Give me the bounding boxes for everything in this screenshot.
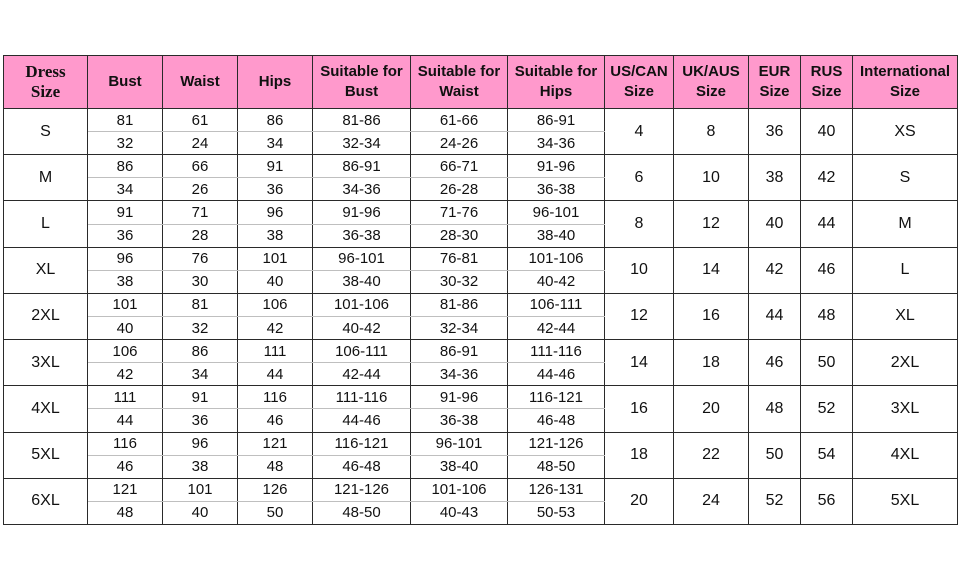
dress-size-cell: 4XL <box>4 386 88 432</box>
suitable-waist-inch-cell: 38-40 <box>411 455 508 478</box>
dress-size-cell: XL <box>4 247 88 293</box>
eur-size-cell: 50 <box>749 432 801 478</box>
suitable-waist-inch-cell: 34-36 <box>411 363 508 386</box>
table-row <box>4 386 958 409</box>
suitable-waist-inch-cell: 28-30 <box>411 224 508 247</box>
table-row <box>4 155 958 178</box>
uk-aus-size-cell: 8 <box>674 109 749 155</box>
waist-cm-cell: 101 <box>163 478 238 501</box>
table-row <box>4 109 958 132</box>
eur-size-cell: 48 <box>749 386 801 432</box>
suitable-hips-inch-cell: 36-38 <box>508 178 605 201</box>
us-can-size-cell: 14 <box>605 340 674 386</box>
international-size-cell: M <box>853 201 958 247</box>
bust-inch-cell: 32 <box>88 132 163 155</box>
waist-cm-cell: 66 <box>163 155 238 178</box>
table-row <box>4 432 958 455</box>
international-size-cell: 3XL <box>853 386 958 432</box>
eur-size-cell: 38 <box>749 155 801 201</box>
suitable-hips-cm-cell: 121-126 <box>508 432 605 455</box>
hips-cm-cell: 116 <box>238 386 313 409</box>
header-row <box>4 56 958 109</box>
suitable-waist-cm-cell: 81-86 <box>411 293 508 316</box>
eur-size-cell: 42 <box>749 247 801 293</box>
hips-inch-cell: 50 <box>238 501 313 524</box>
waist-inch-cell: 26 <box>163 178 238 201</box>
hips-cm-cell: 91 <box>238 155 313 178</box>
suitable-hips-inch-cell: 48-50 <box>508 455 605 478</box>
hips-inch-cell: 42 <box>238 316 313 339</box>
header-bust: Bust <box>88 56 163 109</box>
suitable-waist-cm-cell: 61-66 <box>411 109 508 132</box>
suitable-bust-cm-cell: 96-101 <box>313 247 411 270</box>
suitable-hips-cm-cell: 86-91 <box>508 109 605 132</box>
rus-size-cell: 52 <box>801 386 853 432</box>
suitable-hips-cm-cell: 101-106 <box>508 247 605 270</box>
suitable-hips-cm-cell: 96-101 <box>508 201 605 224</box>
suitable-waist-inch-cell: 36-38 <box>411 409 508 432</box>
suitable-bust-inch-cell: 38-40 <box>313 270 411 293</box>
suitable-waist-cm-cell: 66-71 <box>411 155 508 178</box>
rus-size-cell: 40 <box>801 109 853 155</box>
waist-inch-cell: 32 <box>163 316 238 339</box>
bust-cm-cell: 121 <box>88 478 163 501</box>
international-size-cell: XS <box>853 109 958 155</box>
eur-size-cell: 52 <box>749 478 801 524</box>
table-row <box>4 478 958 501</box>
bust-inch-cell: 40 <box>88 316 163 339</box>
header-waist: Waist <box>163 56 238 109</box>
header-hips: Hips <box>238 56 313 109</box>
hips-inch-cell: 44 <box>238 363 313 386</box>
header-eur-size: EUR Size <box>749 56 801 109</box>
bust-cm-cell: 81 <box>88 109 163 132</box>
header-international-size: International Size <box>853 56 958 109</box>
suitable-hips-cm-cell: 91-96 <box>508 155 605 178</box>
us-can-size-cell: 8 <box>605 201 674 247</box>
waist-cm-cell: 76 <box>163 247 238 270</box>
uk-aus-size-cell: 10 <box>674 155 749 201</box>
international-size-cell: L <box>853 247 958 293</box>
suitable-hips-cm-cell: 116-121 <box>508 386 605 409</box>
dress-size-cell: L <box>4 201 88 247</box>
uk-aus-size-cell: 12 <box>674 201 749 247</box>
suitable-hips-cm-cell: 126-131 <box>508 478 605 501</box>
uk-aus-size-cell: 14 <box>674 247 749 293</box>
suitable-waist-cm-cell: 76-81 <box>411 247 508 270</box>
us-can-size-cell: 16 <box>605 386 674 432</box>
waist-inch-cell: 30 <box>163 270 238 293</box>
waist-inch-cell: 28 <box>163 224 238 247</box>
table-body <box>4 109 958 525</box>
rus-size-cell: 42 <box>801 155 853 201</box>
waist-cm-cell: 81 <box>163 293 238 316</box>
suitable-waist-inch-cell: 30-32 <box>411 270 508 293</box>
eur-size-cell: 36 <box>749 109 801 155</box>
bust-cm-cell: 86 <box>88 155 163 178</box>
suitable-bust-inch-cell: 46-48 <box>313 455 411 478</box>
bust-cm-cell: 116 <box>88 432 163 455</box>
suitable-waist-cm-cell: 71-76 <box>411 201 508 224</box>
header-dress-size: Dress Size <box>4 56 88 109</box>
us-can-size-cell: 18 <box>605 432 674 478</box>
hips-inch-cell: 38 <box>238 224 313 247</box>
header-rus-size: RUS Size <box>801 56 853 109</box>
suitable-hips-inch-cell: 34-36 <box>508 132 605 155</box>
us-can-size-cell: 4 <box>605 109 674 155</box>
dress-size-cell: 2XL <box>4 293 88 339</box>
suitable-bust-cm-cell: 106-111 <box>313 340 411 363</box>
waist-cm-cell: 91 <box>163 386 238 409</box>
suitable-bust-cm-cell: 81-86 <box>313 109 411 132</box>
dress-size-cell: S <box>4 109 88 155</box>
rus-size-cell: 44 <box>801 201 853 247</box>
bust-inch-cell: 36 <box>88 224 163 247</box>
suitable-bust-cm-cell: 101-106 <box>313 293 411 316</box>
suitable-bust-cm-cell: 86-91 <box>313 155 411 178</box>
uk-aus-size-cell: 20 <box>674 386 749 432</box>
bust-inch-cell: 46 <box>88 455 163 478</box>
hips-inch-cell: 46 <box>238 409 313 432</box>
suitable-bust-inch-cell: 48-50 <box>313 501 411 524</box>
suitable-bust-cm-cell: 91-96 <box>313 201 411 224</box>
suitable-hips-inch-cell: 46-48 <box>508 409 605 432</box>
international-size-cell: XL <box>853 293 958 339</box>
hips-inch-cell: 40 <box>238 270 313 293</box>
suitable-waist-inch-cell: 24-26 <box>411 132 508 155</box>
rus-size-cell: 46 <box>801 247 853 293</box>
suitable-waist-cm-cell: 96-101 <box>411 432 508 455</box>
bust-cm-cell: 106 <box>88 340 163 363</box>
hips-inch-cell: 36 <box>238 178 313 201</box>
hips-cm-cell: 101 <box>238 247 313 270</box>
waist-inch-cell: 36 <box>163 409 238 432</box>
bust-inch-cell: 42 <box>88 363 163 386</box>
suitable-bust-inch-cell: 36-38 <box>313 224 411 247</box>
uk-aus-size-cell: 24 <box>674 478 749 524</box>
rus-size-cell: 50 <box>801 340 853 386</box>
waist-cm-cell: 71 <box>163 201 238 224</box>
suitable-bust-cm-cell: 116-121 <box>313 432 411 455</box>
hips-cm-cell: 121 <box>238 432 313 455</box>
suitable-waist-inch-cell: 26-28 <box>411 178 508 201</box>
suitable-bust-inch-cell: 44-46 <box>313 409 411 432</box>
suitable-bust-cm-cell: 121-126 <box>313 478 411 501</box>
waist-inch-cell: 34 <box>163 363 238 386</box>
table-row <box>4 247 958 270</box>
hips-cm-cell: 111 <box>238 340 313 363</box>
bust-inch-cell: 48 <box>88 501 163 524</box>
suitable-hips-inch-cell: 44-46 <box>508 363 605 386</box>
hips-inch-cell: 48 <box>238 455 313 478</box>
uk-aus-size-cell: 22 <box>674 432 749 478</box>
eur-size-cell: 44 <box>749 293 801 339</box>
dress-size-cell: 3XL <box>4 340 88 386</box>
waist-inch-cell: 24 <box>163 132 238 155</box>
hips-inch-cell: 34 <box>238 132 313 155</box>
bust-cm-cell: 96 <box>88 247 163 270</box>
suitable-waist-cm-cell: 86-91 <box>411 340 508 363</box>
suitable-hips-inch-cell: 40-42 <box>508 270 605 293</box>
suitable-hips-cm-cell: 111-116 <box>508 340 605 363</box>
international-size-cell: S <box>853 155 958 201</box>
size-chart-table <box>3 55 958 525</box>
header-uk-aus-size: UK/AUS Size <box>674 56 749 109</box>
suitable-hips-inch-cell: 38-40 <box>508 224 605 247</box>
dress-size-cell: M <box>4 155 88 201</box>
suitable-bust-inch-cell: 32-34 <box>313 132 411 155</box>
header-suitable-hips: Suitable for Hips <box>508 56 605 109</box>
bust-cm-cell: 91 <box>88 201 163 224</box>
us-can-size-cell: 12 <box>605 293 674 339</box>
suitable-waist-inch-cell: 40-43 <box>411 501 508 524</box>
bust-inch-cell: 38 <box>88 270 163 293</box>
suitable-hips-inch-cell: 42-44 <box>508 316 605 339</box>
waist-inch-cell: 38 <box>163 455 238 478</box>
waist-cm-cell: 61 <box>163 109 238 132</box>
hips-cm-cell: 86 <box>238 109 313 132</box>
suitable-bust-inch-cell: 42-44 <box>313 363 411 386</box>
suitable-waist-cm-cell: 101-106 <box>411 478 508 501</box>
waist-cm-cell: 86 <box>163 340 238 363</box>
international-size-cell: 4XL <box>853 432 958 478</box>
uk-aus-size-cell: 18 <box>674 340 749 386</box>
uk-aus-size-cell: 16 <box>674 293 749 339</box>
hips-cm-cell: 106 <box>238 293 313 316</box>
bust-cm-cell: 111 <box>88 386 163 409</box>
suitable-hips-inch-cell: 50-53 <box>508 501 605 524</box>
us-can-size-cell: 20 <box>605 478 674 524</box>
suitable-bust-inch-cell: 34-36 <box>313 178 411 201</box>
dress-size-cell: 5XL <box>4 432 88 478</box>
rus-size-cell: 56 <box>801 478 853 524</box>
bust-cm-cell: 101 <box>88 293 163 316</box>
rus-size-cell: 54 <box>801 432 853 478</box>
bust-inch-cell: 34 <box>88 178 163 201</box>
eur-size-cell: 46 <box>749 340 801 386</box>
waist-inch-cell: 40 <box>163 501 238 524</box>
header-us-can-size: US/CAN Size <box>605 56 674 109</box>
international-size-cell: 2XL <box>853 340 958 386</box>
table-row <box>4 340 958 363</box>
suitable-bust-cm-cell: 111-116 <box>313 386 411 409</box>
header-suitable-waist: Suitable for Waist <box>411 56 508 109</box>
suitable-bust-inch-cell: 40-42 <box>313 316 411 339</box>
suitable-waist-inch-cell: 32-34 <box>411 316 508 339</box>
bust-inch-cell: 44 <box>88 409 163 432</box>
us-can-size-cell: 10 <box>605 247 674 293</box>
international-size-cell: 5XL <box>853 478 958 524</box>
header-suitable-bust: Suitable for Bust <box>313 56 411 109</box>
table-row <box>4 293 958 316</box>
eur-size-cell: 40 <box>749 201 801 247</box>
rus-size-cell: 48 <box>801 293 853 339</box>
table-row <box>4 201 958 224</box>
waist-cm-cell: 96 <box>163 432 238 455</box>
hips-cm-cell: 126 <box>238 478 313 501</box>
hips-cm-cell: 96 <box>238 201 313 224</box>
us-can-size-cell: 6 <box>605 155 674 201</box>
suitable-waist-cm-cell: 91-96 <box>411 386 508 409</box>
suitable-hips-cm-cell: 106-111 <box>508 293 605 316</box>
dress-size-cell: 6XL <box>4 478 88 524</box>
